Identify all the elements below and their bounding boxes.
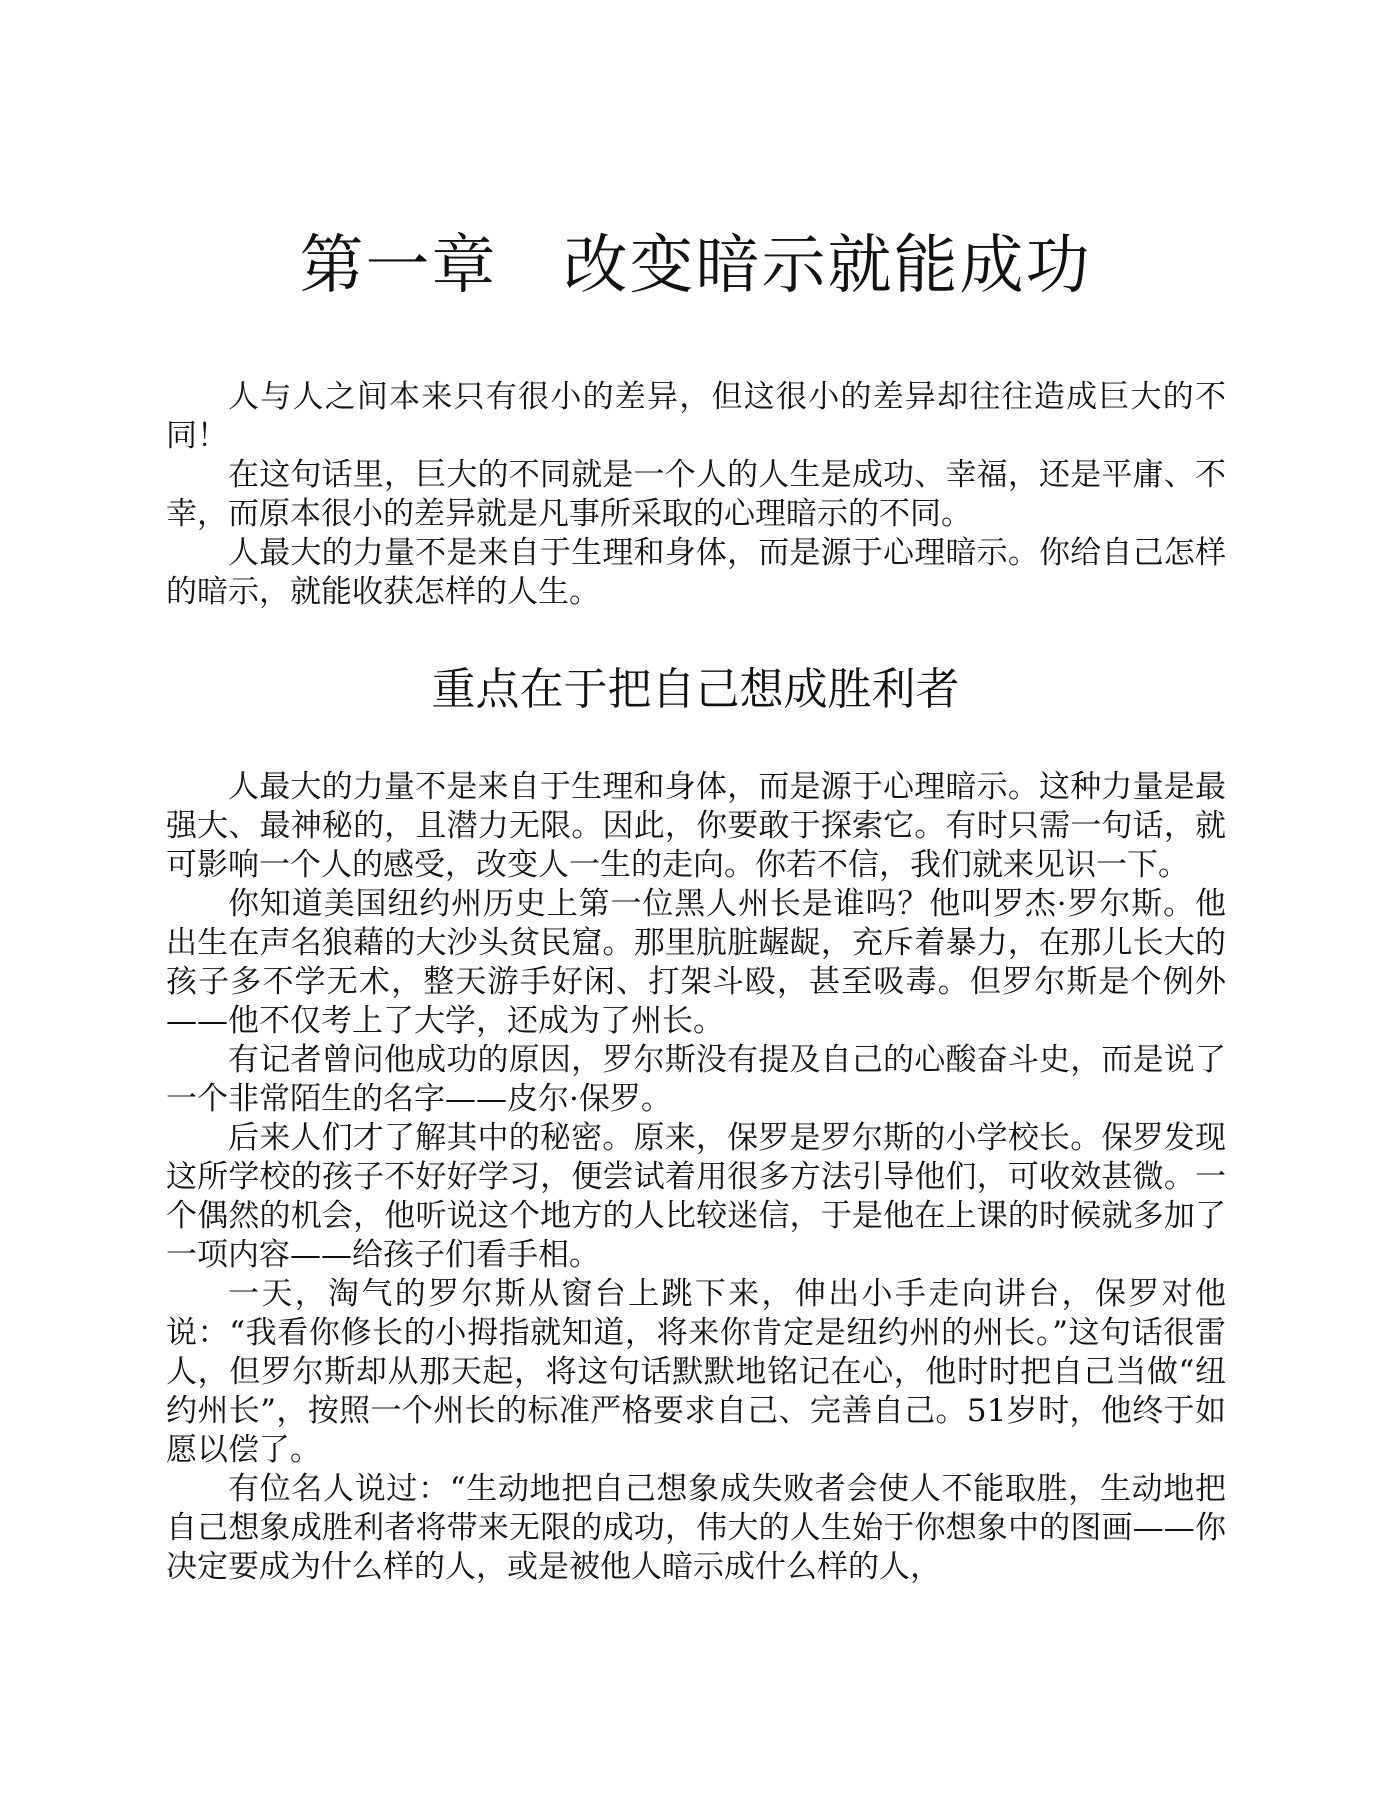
body-paragraph: 人最大的力量不是来自于生理和身体，而是源于心理暗示。这种力量是最强大、最神秘的，且潜力无限。因此，你要敢于探索它。有时只需一句话，就可影响一个人的感受，改变人一生的走向。你若不信，我们就来见识一下。	[166, 769, 1226, 883]
section-title: 重点在于把自己想成胜利者	[431, 664, 960, 715]
body-paragraph: 有记者曾问他成功的原因，罗尔斯没有提及自己的心酸奋斗史，而是说了一个非常陌生的名字——皮尔·保罗。	[166, 1042, 1226, 1117]
intro-section	[166, 378, 1226, 612]
chapter-title: 第一章 改变暗示就能成功	[299, 229, 1092, 303]
body-paragraph: 后来人们才了解其中的秘密。原来，保罗是罗尔斯的小学校长。保罗发现这所学校的孩子不好好学习，便尝试着用很多方法引导他们，可收效甚微。一个偶然的机会，他听说这个地方的人比较迷信，于是他在上课的时候就多加了一项内容——给孩子们看手相。	[166, 1120, 1226, 1273]
intro-paragraph: 人最大的力量不是来自于生理和身体，而是源于心理暗示。你给自己怎样的暗示，就能收获怎样的人生。	[166, 535, 1226, 610]
body-paragraph: 你知道美国纽约州历史上第一位黑人州长是谁吗？他叫罗杰·罗尔斯。他出生在声名狼藉的大沙头贫民窟。那里肮脏龌龊，充斥着暴力，在那儿长大的孩子多不学无术，整天游手好闲、打架斗殴，甚至吸毒。但罗尔斯是个例外——他不仅考上了大学，还成为了州长。	[166, 886, 1226, 1039]
section-body	[166, 768, 1226, 1587]
body-paragraph: 一天，淘气的罗尔斯从窗台上跳下来，伸出小手走向讲台，保罗对他说：“我看你修长的小拇指就知道，将来你肯定是纽约州的州长。”这句话很雷人，但罗尔斯却从那天起，将这句话默默地铭记在心，他时时把自己当做“纽约州长”，按照一个州长的标准严格要求自己、完善自己。51岁时，他终于如愿以偿了。	[166, 1276, 1226, 1468]
intro-paragraph: 人与人之间本来只有很小的差异，但这很小的差异却往往造成巨大的不同！	[166, 379, 1226, 454]
intro-paragraph: 在这句话里，巨大的不同就是一个人的人生是成功、幸福，还是平庸、不幸，而原本很小的差异就是凡事所采取的心理暗示的不同。	[166, 457, 1226, 532]
body-paragraph: 有位名人说过：“生动地把自己想象成失败者会使人不能取胜，生动地把自己想象成胜利者将带来无限的成功，伟大的人生始于你想象中的图画——你决定要成为什么样的人，或是被他人暗示成什么样的人，	[166, 1471, 1226, 1585]
